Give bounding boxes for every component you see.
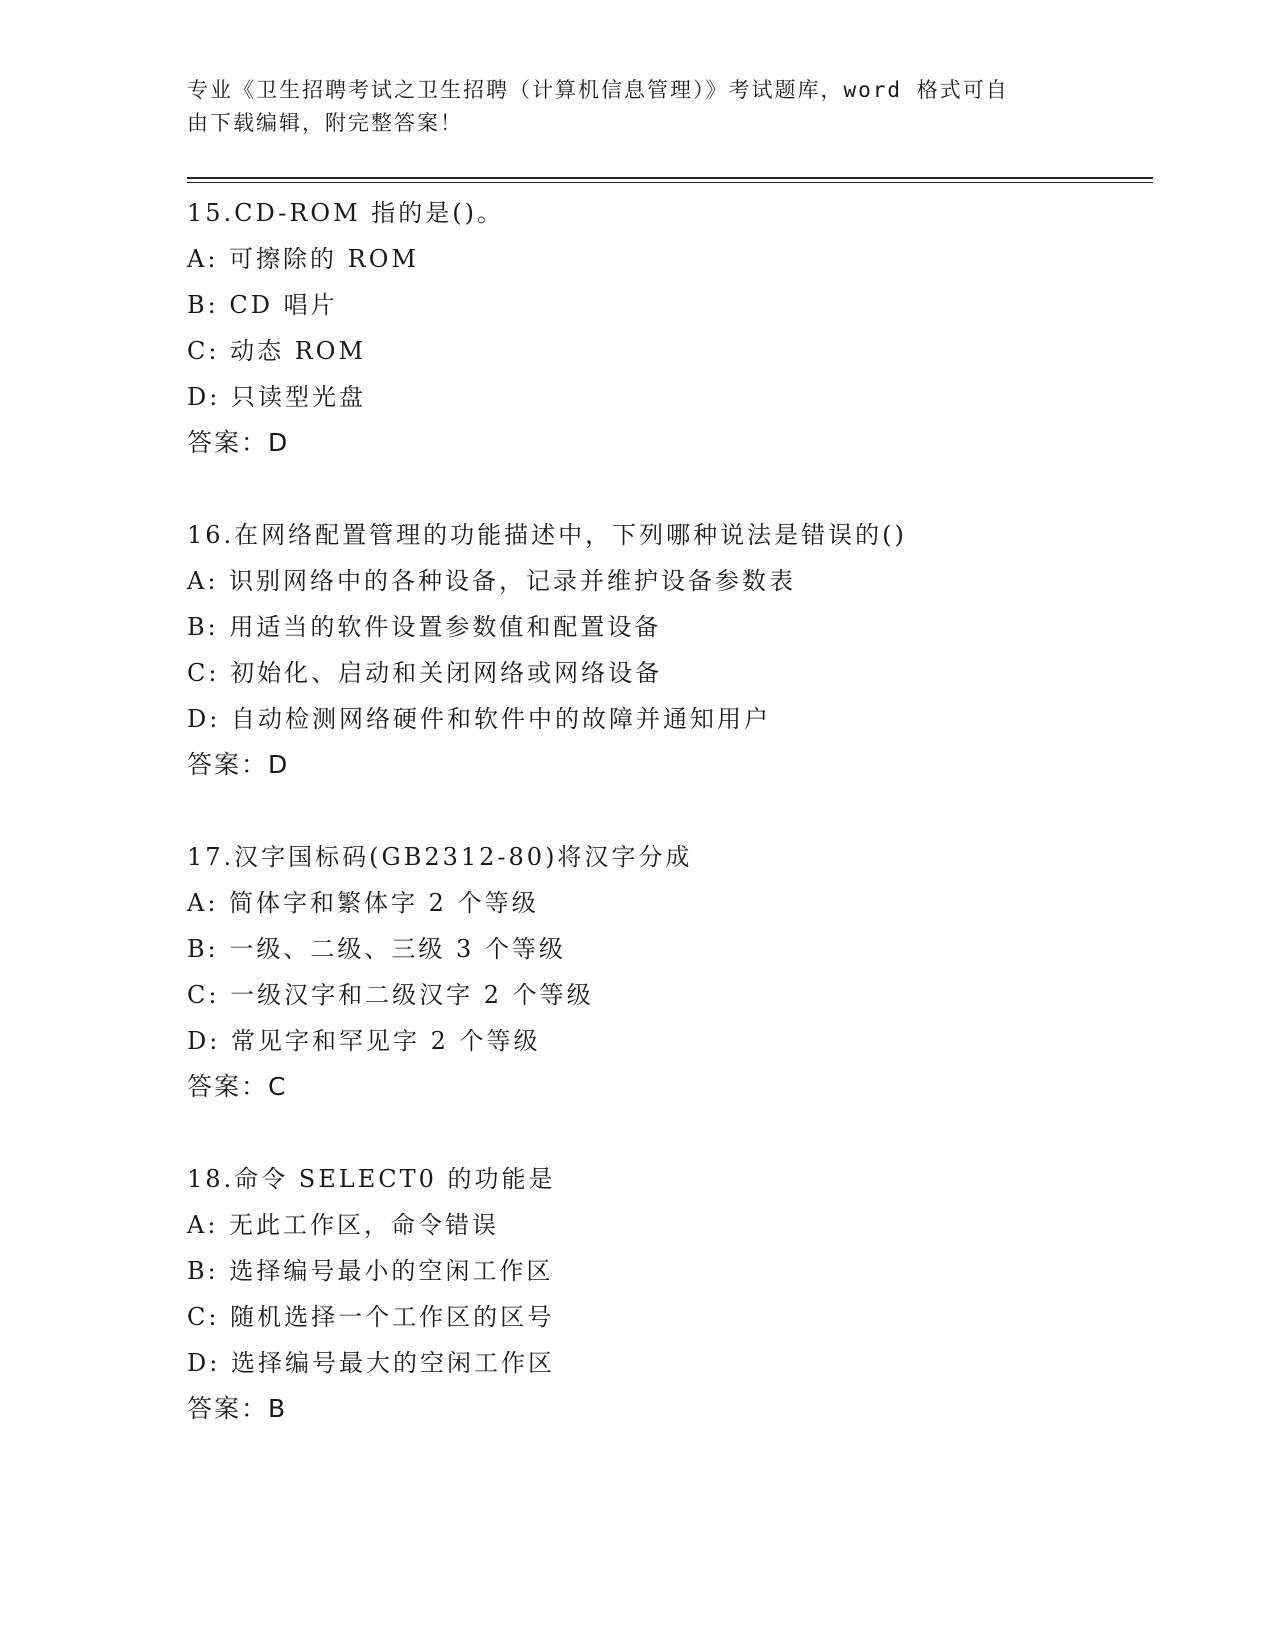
header-divider-thick (187, 177, 1153, 179)
option-a: A: 简体字和繁体字 2 个等级 (187, 889, 539, 917)
option-a: A: 无此工作区，命令错误 (187, 1211, 500, 1239)
header-divider-thin (187, 182, 1153, 183)
question-spacer (187, 466, 1153, 512)
question-stem: 18.命令 SELECT0 的功能是 (187, 1165, 556, 1193)
question-15 (187, 190, 1153, 512)
header-line-2: 由下载编辑，附完整答案！ (187, 111, 463, 135)
question-stem: 17.汉字国标码(GB2312-80)将汉字分成 (187, 843, 693, 871)
option-a: A: 识别网络中的各种设备，记录并维护设备参数表 (187, 567, 797, 595)
option-c: C: 随机选择一个工作区的区号 (187, 1303, 555, 1331)
option-c: C: 动态 ROM (187, 337, 367, 365)
document-header (187, 74, 1087, 140)
question-spacer (187, 788, 1153, 834)
answer: 答案：D (187, 428, 290, 457)
question-list (187, 190, 1153, 1432)
answer: 答案：B (187, 1394, 288, 1423)
option-b: B: CD 唱片 (187, 291, 338, 319)
question-16 (187, 512, 1153, 834)
option-d: D: 自动检测网络硬件和软件中的故障并通知用户 (187, 705, 771, 733)
header-line-1: 专业《卫生招聘考试之卫生招聘（计算机信息管理）》考试题库，word 格式可自 (187, 78, 1009, 102)
question-18 (187, 1156, 1153, 1432)
question-stem: 16.在网络配置管理的功能描述中，下列哪种说法是错误的() (187, 521, 907, 549)
option-c: C: 一级汉字和二级汉字 2 个等级 (187, 981, 594, 1009)
option-d: D: 只读型光盘 (187, 383, 366, 411)
option-d: D: 常见字和罕见字 2 个等级 (187, 1027, 541, 1055)
option-c: C: 初始化、启动和关闭网络或网络设备 (187, 659, 663, 687)
option-b: B: 选择编号最小的空闲工作区 (187, 1257, 554, 1285)
question-spacer (187, 1110, 1153, 1156)
answer: 答案：D (187, 750, 290, 779)
answer: 答案：C (187, 1072, 288, 1101)
question-17 (187, 834, 1153, 1156)
option-b: B: 一级、二级、三级 3 个等级 (187, 935, 566, 963)
option-b: B: 用适当的软件设置参数值和配置设备 (187, 613, 662, 641)
option-a: A: 可擦除的 ROM (187, 245, 419, 273)
option-d: D: 选择编号最大的空闲工作区 (187, 1349, 555, 1377)
question-stem: 15.CD-ROM 指的是()。 (187, 199, 505, 227)
